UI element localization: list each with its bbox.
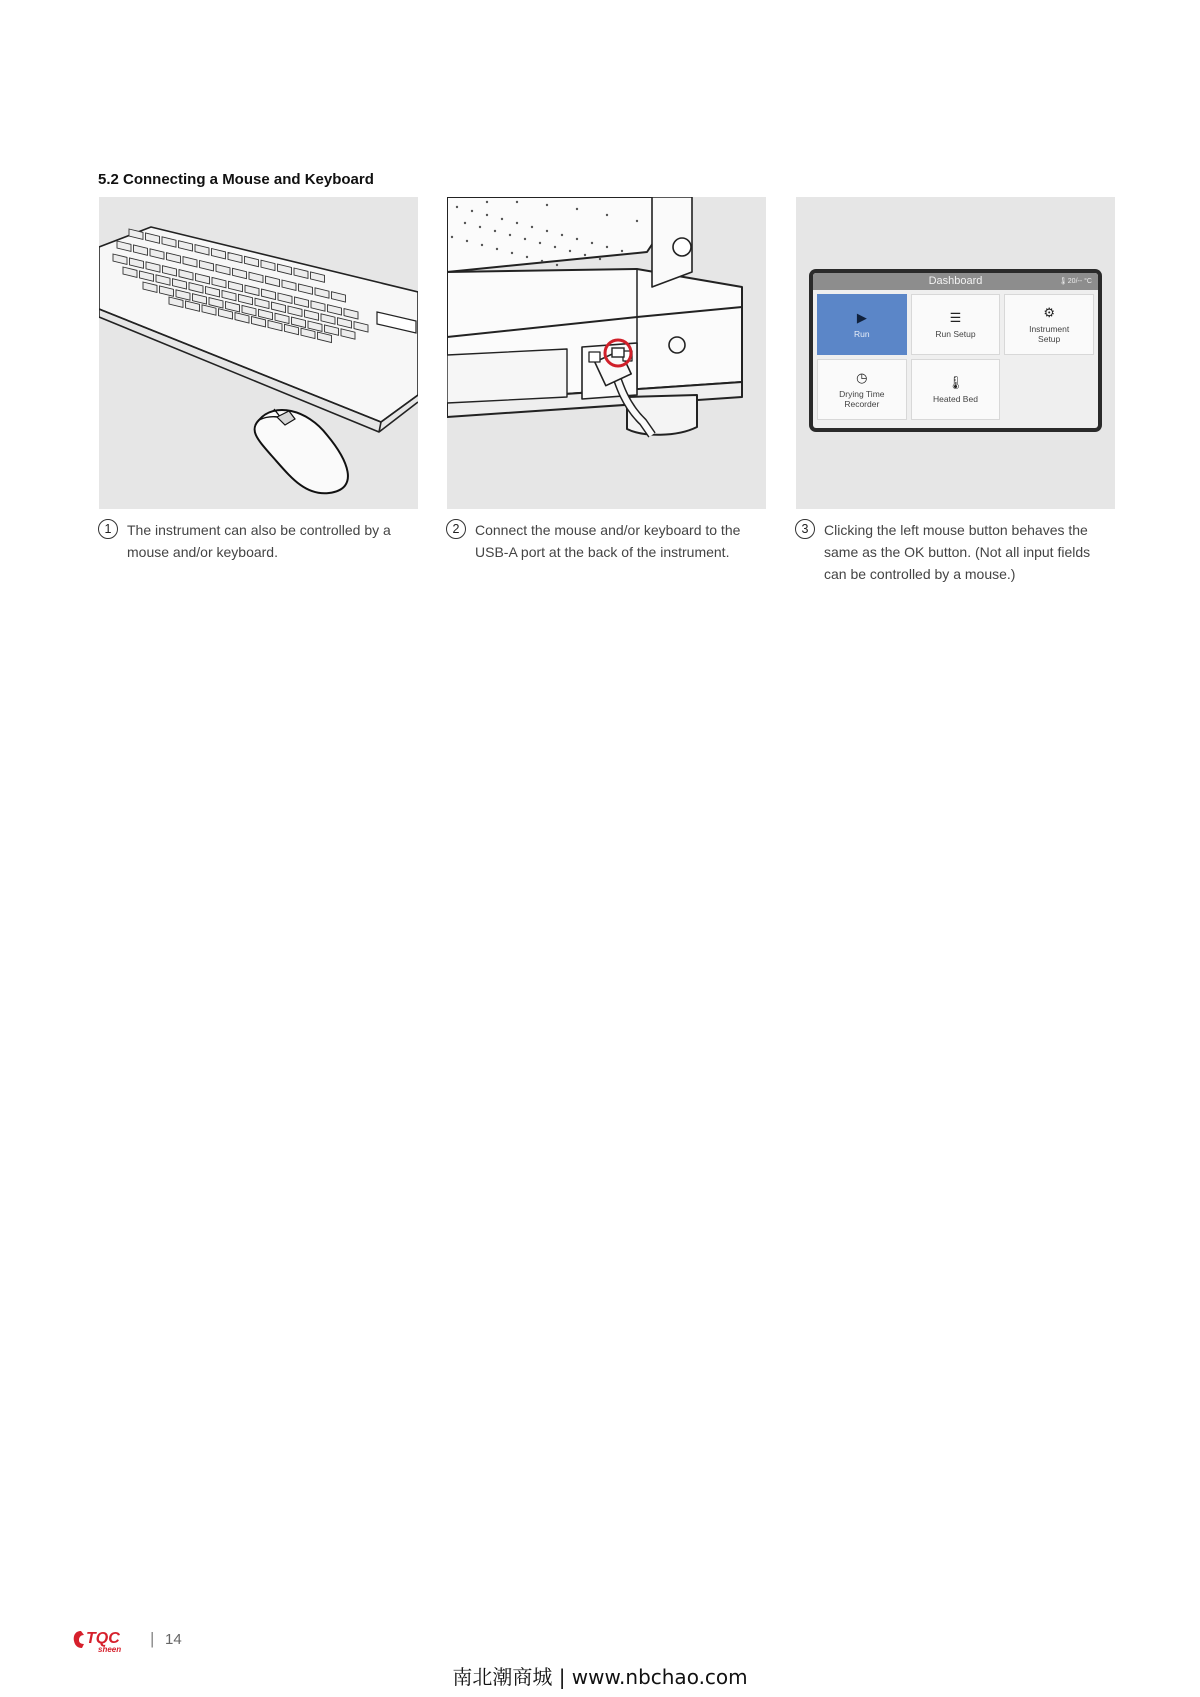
tile-run[interactable] bbox=[817, 294, 907, 355]
tile-instrument-setup[interactable] bbox=[1004, 294, 1094, 355]
play-icon: ▶ bbox=[856, 310, 867, 325]
usb-port-illustration bbox=[447, 197, 766, 509]
step-2 bbox=[446, 519, 766, 563]
dashboard-illustration bbox=[796, 197, 1115, 509]
instrument-back-drawing bbox=[447, 197, 766, 509]
tile-heated-bed[interactable] bbox=[911, 359, 1001, 420]
step-number: 3 bbox=[795, 519, 815, 539]
step-1 bbox=[98, 519, 418, 563]
tile-run-setup[interactable] bbox=[911, 294, 1001, 355]
logo-subtext: sheen bbox=[98, 1645, 122, 1654]
temperature-readout: 🌡20/-- °C bbox=[1058, 278, 1092, 285]
footer-separator: | bbox=[150, 1629, 155, 1648]
usb-a-port bbox=[612, 348, 624, 357]
step-number: 2 bbox=[446, 519, 466, 539]
logo-text: TQC bbox=[86, 1630, 120, 1647]
page-number: 14 bbox=[165, 1631, 182, 1648]
tile-label: Heated Bed bbox=[933, 394, 978, 404]
step-text: Clicking the left mouse button behaves the same as the OK button. (Not all input fields can be controlled by a mouse.) bbox=[824, 522, 1091, 582]
sliders-icon: ☰ bbox=[949, 310, 962, 325]
tqc-sheen-logo bbox=[73, 1628, 139, 1654]
step-3 bbox=[795, 519, 1115, 585]
dashboard-title: Dashboard bbox=[928, 275, 983, 287]
keyboard-mouse-drawing bbox=[99, 197, 418, 509]
dashboard-screen bbox=[809, 269, 1102, 432]
dashboard-title-bar bbox=[813, 273, 1098, 290]
tile-label: Drying Time Recorder bbox=[839, 389, 885, 409]
tile-label: Instrument Setup bbox=[1029, 324, 1070, 344]
keyboard-mouse-illustration bbox=[99, 197, 418, 509]
watermark: 南北潮商城 | www.nbchao.com bbox=[452, 1665, 748, 1689]
step-text: Connect the mouse and/or keyboard to the USB-A port at the back of the instrument. bbox=[475, 522, 741, 560]
section-title: 5.2 Connecting a Mouse and Keyboard bbox=[98, 171, 374, 188]
dashboard-tiles bbox=[817, 294, 1094, 420]
tile-drying-time-recorder[interactable] bbox=[817, 359, 907, 420]
step-number: 1 bbox=[98, 519, 118, 539]
thermometer-icon: 🌡 bbox=[947, 375, 964, 390]
tile-label: Run Setup bbox=[935, 329, 976, 339]
clock-icon: ◷ bbox=[856, 370, 868, 385]
tile-label: Run bbox=[854, 329, 870, 339]
step-text: The instrument can also be controlled by a mouse and/or keyboard. bbox=[127, 522, 391, 560]
gears-icon: ⚙ bbox=[1043, 305, 1055, 320]
